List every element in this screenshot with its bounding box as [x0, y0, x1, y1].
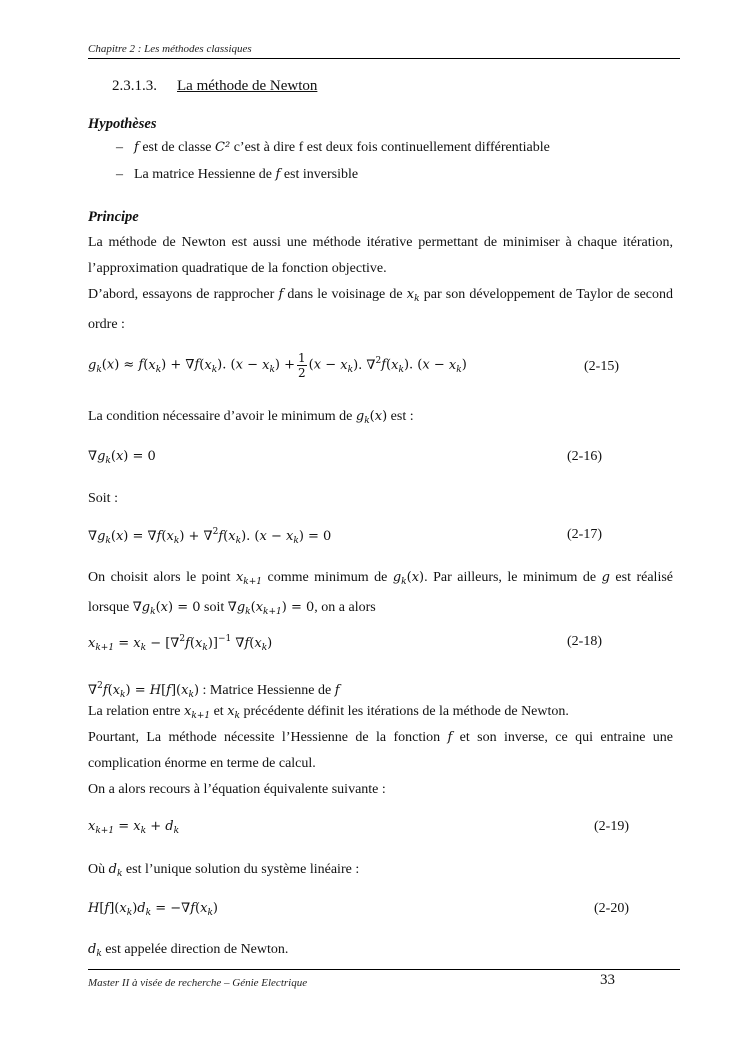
ou-text: Où $d_k$ est l’unique solution du système linéaire : — [88, 862, 360, 879]
equation-number-2-20: (2-20) — [594, 901, 629, 916]
section-number: 2.3.1.3. — [112, 78, 157, 94]
equation-2-20: $H[f](x_k)d_k = -\nabla f(x_k)$ — [88, 901, 218, 918]
page-footer — [88, 969, 680, 991]
equation-number-2-16: (2-16) — [567, 449, 602, 464]
equation-number-2-19: (2-19) — [594, 819, 629, 834]
equation-number-2-17: (2-17) — [567, 527, 602, 542]
equation-2-15: $g_k(x) \approx f(x_k) + \nabla f(x_k)$. $(x - x_k)$ + $\frac{1}{2}$ $(x - x_k)$. $\nabla^2f(x_k)$. $(x - x_k)$ — [88, 351, 467, 380]
hypothesis-item-1: – f est de classe C² c’est à dire f est deux fois continuellement différentiable — [116, 140, 550, 155]
equation-number-2-18: (2-18) — [567, 634, 602, 649]
principe-label: Principe — [88, 209, 139, 225]
section-heading — [112, 78, 317, 95]
equation-2-19: $x_{k+1} = x_k + d_k$ — [88, 819, 180, 836]
hypothesis-item-2: – La matrice Hessienne de f est inversible — [116, 167, 359, 182]
equation-2-16: $\nabla g_k(x) = 0$ — [88, 449, 156, 466]
soit-text: Soit : — [88, 491, 118, 506]
equation-2-17: $\nabla g_k(x) = \nabla f(x_k) + \nabla^2f(x_k)$. $(x - x_k) = 0$ — [88, 527, 332, 546]
choisit-paragraph: On choisit alors le point $x_{k+1}$ comme minimum de $g_k(x)$. Par ailleurs, le minimum de g est réalisé lorsque $\nabla g_k(x) = 0$ soit $\nabla g_k(x_{k+1}) = 0$, on a alors — [88, 570, 673, 617]
recours-text: On a alors recours à l’équation équivalente suivante : — [88, 782, 386, 797]
page-number: 33 — [600, 972, 615, 988]
equation-2-18: $x_{k+1} = x_k - [\nabla^2f(x_k)]^{-1}$ $\nabla f(x_k)$ — [88, 634, 273, 653]
equation-number-2-15: (2-15) — [584, 359, 619, 374]
page-header — [88, 43, 680, 59]
hessienne-definition: $\nabla^2f(x_k) = H[f](x_k)$ : Matrice Hessienne de f — [88, 681, 340, 700]
pourtant-paragraph: Pourtant, La méthode nécessite l’Hessienne de la fonction f et son inverse, ce qui entraine une complication énorme en terme de calcul. — [88, 730, 673, 771]
section-title: La méthode de Newton — [177, 78, 318, 94]
principe-paragraph-2: D’abord, essayons de rapprocher f dans le voisinage de $x_k$ par son développement de Taylor de second ordre : — [88, 287, 673, 332]
footer-text: Master II à visée de recherche – Génie Electrique — [88, 977, 308, 989]
condition-text: La condition nécessaire d’avoir le minimum de $g_k(x)$ est : — [88, 409, 414, 426]
relation-text: La relation entre $x_{k+1}$ et $x_k$ précédente définit les itérations de la méthode de Newton. — [88, 704, 569, 721]
direction-text: $d_k$ est appelée direction de Newton. — [88, 942, 289, 959]
principe-paragraph-1: La méthode de Newton est aussi une méthode itérative permettant de minimiser à chaque itération, l’approximation quadratique de la fonction objective. — [88, 235, 673, 276]
hypotheses-label: Hypothèses — [88, 116, 157, 132]
chapter-title: Chapitre 2 : Les méthodes classiques — [88, 43, 252, 55]
